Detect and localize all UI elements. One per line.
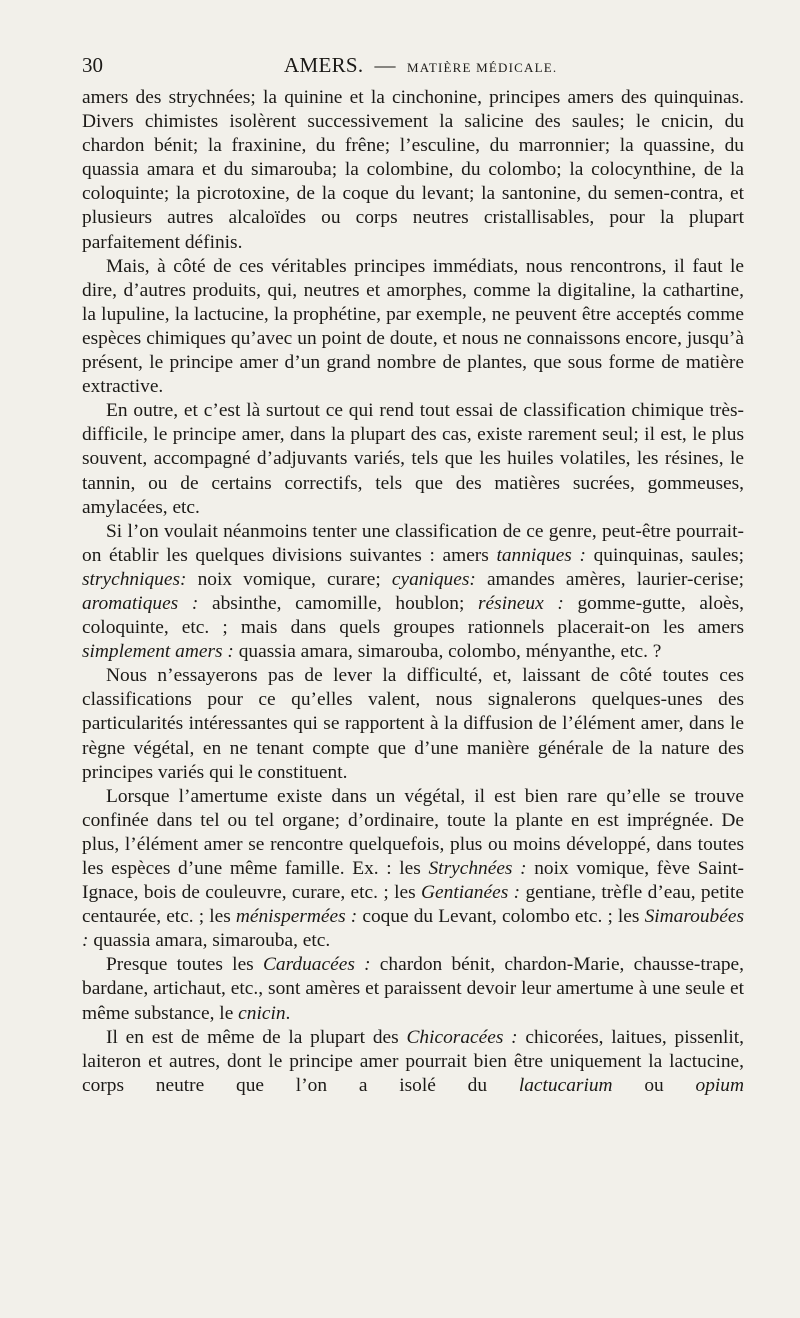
paragraph [82, 86, 744, 255]
paragraph-text: Il en est de même de la plupart des [106, 1026, 407, 1048]
paragraph-text: gomme-gutte, aloès, coloquinte, etc. ; mais dans quels groupes rationnels placerait-on les amers [82, 592, 745, 639]
italic-term: résineux : [478, 592, 564, 614]
paragraph [82, 1026, 744, 1098]
paragraph [82, 785, 744, 954]
paragraph-text: noix vomique, fève Saint-Ignace, bois de couleuvre, curare, etc. ; les [82, 858, 744, 904]
running-title [284, 50, 557, 83]
italic-term: strychniques: [82, 568, 187, 590]
italic-term: lactucarium [518, 1074, 613, 1096]
paragraph-text: En outre, et c’est là surtout ce qui rend tout essai de classification chimique très-difficile, le principe amer, dans la plupart des cas, existe rarement seul; il est, le plus souvent, accompagné d’adjuvants variés, tels que les huiles volatiles, les résines, le tannin, ou de certains correctifs, tels que des matières sucrées, gommeuses, amylacées, etc. [82, 400, 744, 518]
italic-term: Carduacées : [262, 954, 371, 976]
paragraph-text: . [285, 1002, 291, 1024]
paragraph-text: chicorées, laitues, pissenlit, laiteron et autres, dont le principe amer pourrait bien être uniquement la lactucine, corps neutre que l’on a isolé du [82, 1026, 744, 1096]
paragraph-text: quinquinas, saules; [585, 544, 744, 566]
paragraph-text: Si l’on voulait néanmoins tenter une classification de ce genre, peut-être pourrait-on établir les quelques divisions suivantes : amers [82, 520, 744, 566]
italic-term: opium [695, 1074, 744, 1096]
paragraph [82, 953, 744, 1025]
italic-term: simplement amers : [82, 641, 234, 663]
paragraph-text: amandes amères, laurier-cerise; [475, 568, 744, 590]
italic-term: Strychnées : [428, 858, 527, 879]
paragraph [82, 664, 744, 784]
subtitle-text: MATIÈRE MÉDICALE. [406, 60, 558, 75]
paragraph [82, 520, 744, 665]
page-number: 30 [82, 53, 103, 77]
paragraph-text: amers des strychnées; la quinine et la cinchonine, principes amers des quinquinas. Divers chimistes isolèrent successivement la salicine des saules; le cnicin, du chardon bénit; la fraxinine, du frêne; l’esculine, du marronnier; la quassine, du quassia amara et du simarouba; la colombine, du colombo; la colocynthine, de la coloquinte; la picrotoxine, de la coque du levant; la santonine, du semen-contra, et plusieurs autres alcaloïdes ou corps neutres cristallisables, pour la plupart parfaitement définis. [82, 87, 744, 253]
body-text [82, 86, 744, 1098]
paragraph-text: coque du Levant, colombo etc. ; les [357, 906, 645, 928]
title-text: AMERS. [284, 53, 364, 77]
paragraph-text: chardon bénit, chardon-Marie, chausse-trape, bardane, artichaut, etc., sont amères et paraissent devoir leur amertume à une seule et même substance, le [82, 954, 744, 1024]
paragraph-text: absinthe, camomille, houblon; [198, 592, 479, 614]
italic-term: ménispermées : [235, 906, 358, 928]
italic-term: Gentianées : [421, 882, 521, 904]
paragraph-text: Mais, à côté de ces véritables principes immédiats, nous rencontrons, il faut le dire, d’autres produits, qui, neutres et amorphes, comme la digitaline, la cathartine, la lupuline, la lactucine, la prophétine, par exemple, ne peuvent être acceptés comme espèces chimiques qu’avec un point de doute, et nous ne connaissons encore, jusqu’à présent, le principe amer d’un grand nombre de plantes, que sous forme de matière extractive. [82, 255, 744, 398]
paragraph-text: noix vomique, curare; [186, 568, 392, 590]
italic-term: aromatiques : [82, 592, 199, 614]
paragraph [82, 399, 744, 519]
italic-term: tanniques : [496, 544, 586, 566]
italic-term: Chicoracées : [406, 1026, 518, 1048]
title-dash: — [374, 53, 396, 77]
running-head [82, 50, 744, 80]
paragraph [82, 255, 744, 400]
paragraph-text: quassia amara, simarouba, etc. [88, 930, 331, 952]
italic-term: Simaroubées : [82, 906, 745, 952]
italic-term: cyaniques: [391, 568, 476, 590]
paragraph-text: gentiane, trèfle d’eau, petite centaurée, etc. ; les [82, 882, 744, 928]
paragraph-text: ou [612, 1074, 696, 1096]
italic-term: cnicin [238, 1002, 286, 1024]
paragraph-text: Presque toutes les [106, 954, 263, 976]
paragraph-text: Nous n’essayerons pas de lever la difficulté, et, laissant de côté toutes ces classifications pour ce qu’elles valent, nous signalerons quelques-unes des particularités intéressantes qui se rapportent à la diffusion de l’élément amer, dans le règne végétal, en ne tenant compte que d’une manière générale de la nature des principes variés qui le constituent. [82, 665, 744, 783]
paragraph-text: quassia amara, simarouba, colombo, ményanthe, etc. ? [233, 641, 662, 663]
paragraph-text: Lorsque l’amertume existe dans un végétal, il est bien rare qu’elle se trouve confinée dans tel ou tel organe; d’ordinaire, toute la plante en est imprégnée. De plus, l’élément amer se rencontre quelquefois, plus ou moins développé, dans toutes les espèces d’une même famille. Ex. : les [82, 785, 744, 879]
